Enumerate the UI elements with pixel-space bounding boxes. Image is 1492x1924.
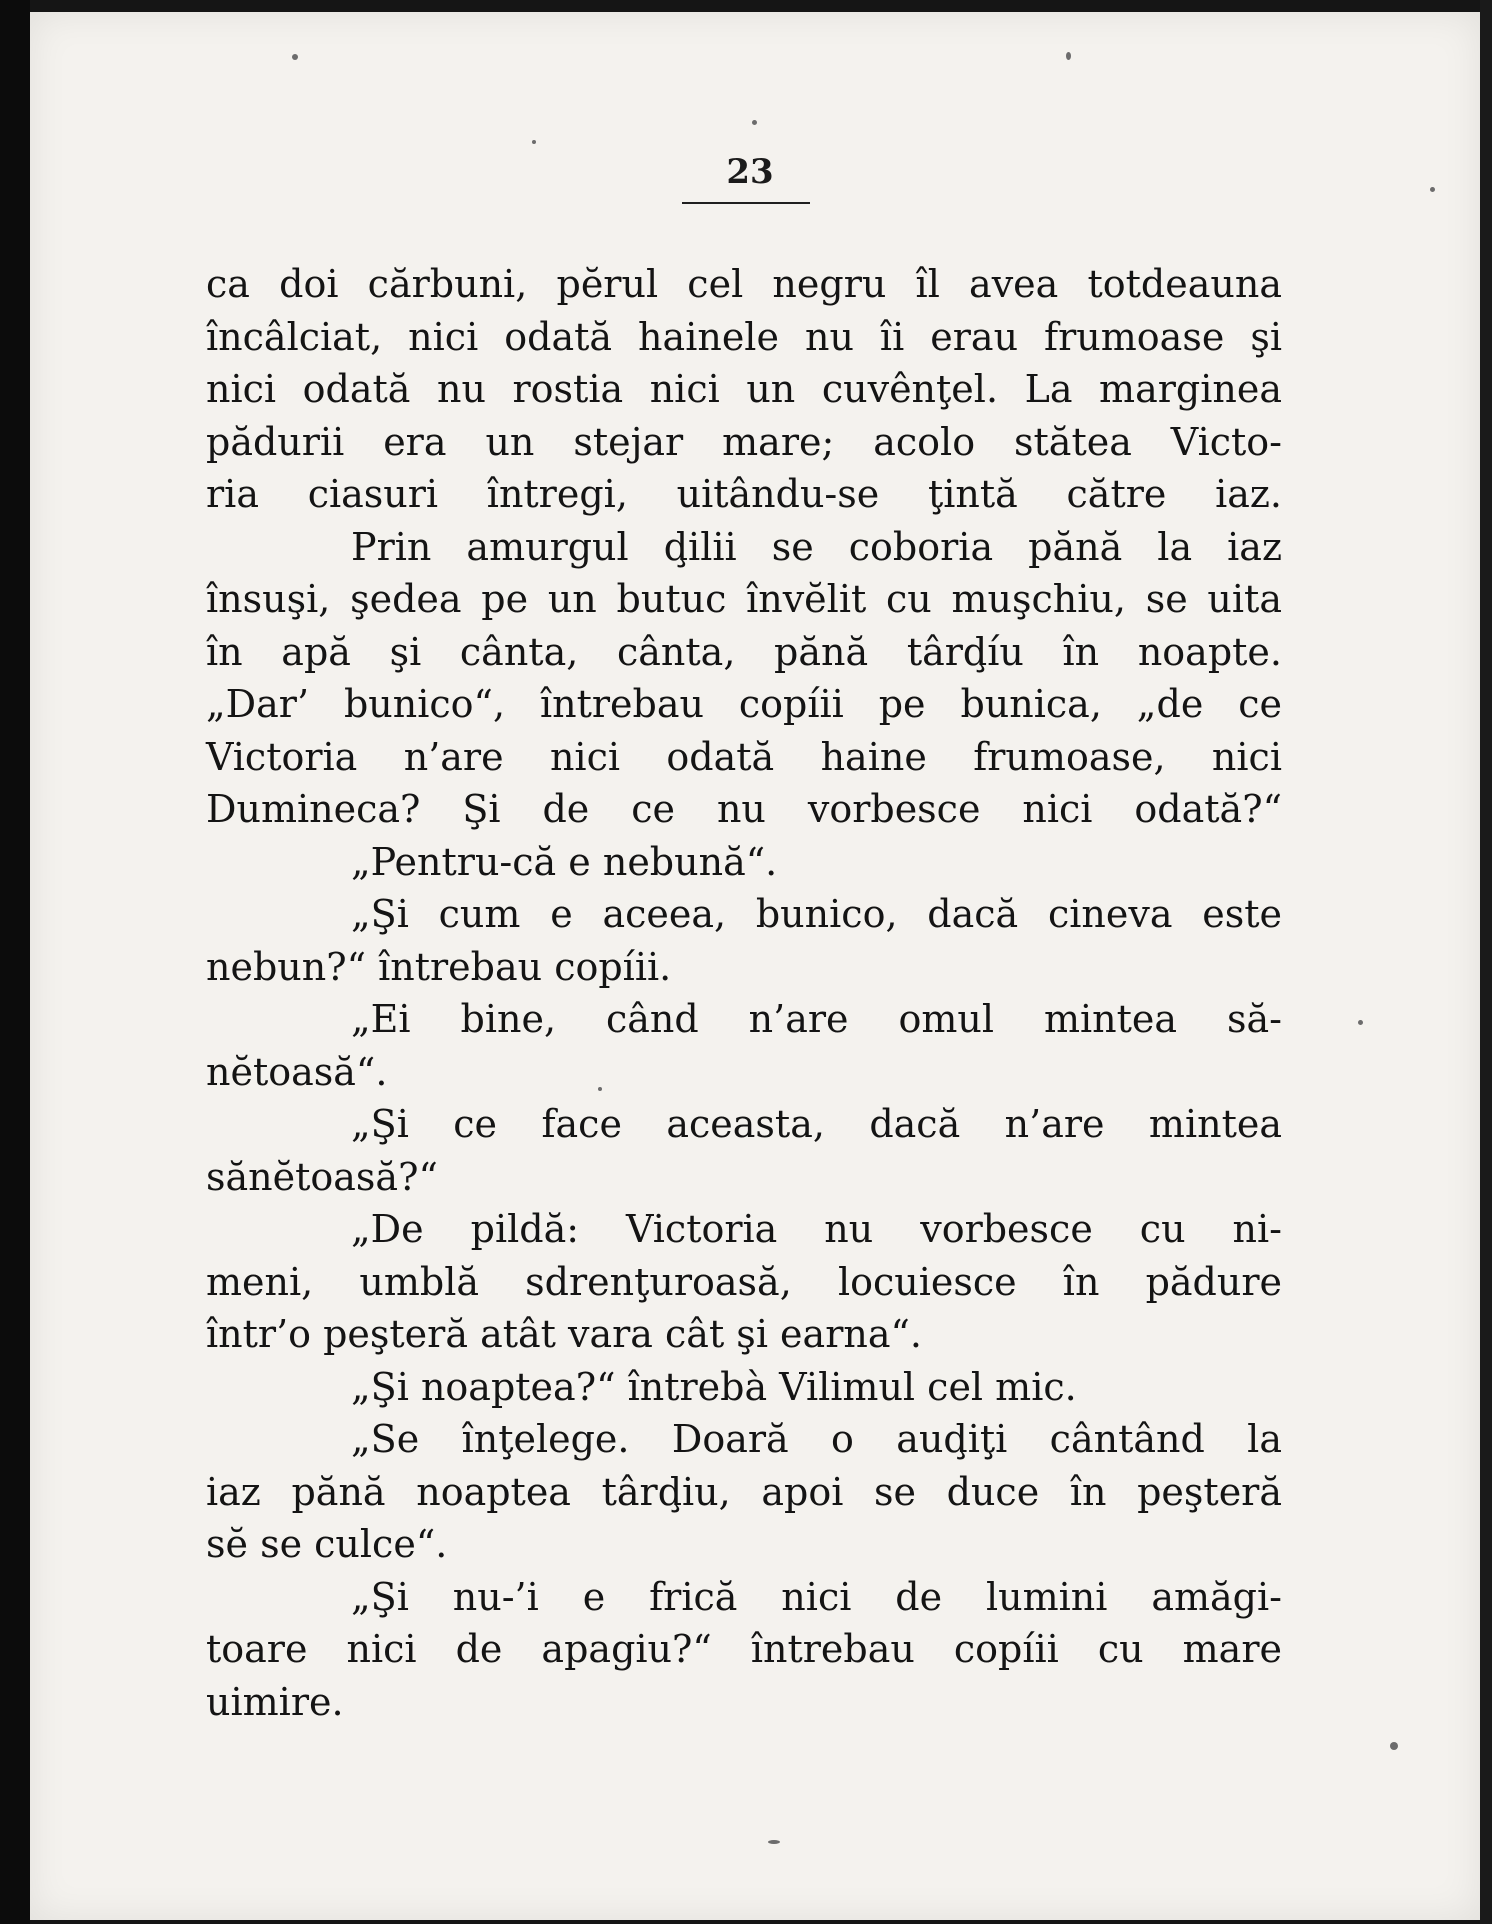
text-line: ria ciasuri întregi, uitându-se ţintă către iaz. [206, 472, 1282, 516]
page-number-rule [682, 202, 810, 204]
text-line: nĕtoasă“. [206, 1049, 388, 1094]
text-line: pădurii era un stejar mare; acolo stătea Victo- [206, 419, 1282, 464]
paper-speck [1358, 1020, 1363, 1025]
paper-speck [752, 120, 757, 125]
text-line: „Şi noaptea?“ întrebà Vilimul cel mic. [351, 1364, 1077, 1409]
scan-right-edge [1480, 0, 1492, 1924]
text-line: sănĕtoasă?“ [206, 1154, 438, 1199]
text-line: încâlciat, nici odată hainele nu îi erau frumoase şi [206, 314, 1282, 359]
text-line: sĕ se culce“. [206, 1522, 448, 1566]
text-line: „Şi nu-’i e frică nici de lumini amăgi- [351, 1574, 1282, 1619]
text-line: „Şi cum e aceea, bunico, dacă cineva este [351, 892, 1282, 936]
text-line: nici odată nu rostia nici un cuvênţel. La marginea [206, 367, 1282, 411]
text-line: „De pildă: Victoria nu vorbesce cu ni- [351, 1207, 1282, 1251]
text-line: meni, umblă sdrenţuroasă, locuiesce în pădure [206, 1259, 1282, 1304]
text-line: „Se înţelege. Doară o auḑiţi cântând la [351, 1417, 1282, 1461]
text-line: într’o peşteră atât vara cât şi earna“. [206, 1312, 922, 1356]
paper-speck [1390, 1742, 1398, 1750]
body-text [206, 258, 1282, 1728]
paper-speck [1066, 52, 1071, 60]
paper-speck [768, 1840, 780, 1844]
page-number: 23 [726, 152, 774, 192]
text-line: „Dar’ bunico“, întrebau copíii pe bunica, „de ce [206, 682, 1282, 726]
text-line: „Ei bine, când n’are omul mintea să- [351, 997, 1282, 1041]
scan-left-edge [0, 0, 30, 1924]
paper-speck [532, 140, 536, 144]
paper-speck [1430, 187, 1435, 192]
text-line: nebun?“ întrebau copíii. [206, 944, 672, 989]
text-line: toare nici de apagiu?“ întrebau copíii cu mare [206, 1627, 1282, 1671]
text-line: Prin amurgul ḑilii se coboria pănă la iaz [351, 524, 1282, 569]
text-line: „Pentru-că e nebună“. [351, 839, 778, 884]
text-line: „Şi ce face aceasta, dacă n’are mintea [351, 1102, 1282, 1146]
text-line: uimire. [206, 1679, 344, 1724]
text-line: în apă şi cânta, cânta, pănă târḑíu în noapte. [206, 629, 1282, 674]
text-line: însuşi, şedea pe un butuc învĕlit cu muşchiu, se uita [206, 577, 1282, 621]
text-line: iaz pănă noaptea târḑiu, apoi se duce în peşteră [206, 1469, 1282, 1514]
text-line: Dumineca? Şi de ce nu vorbesce nici odată?“ [206, 787, 1282, 831]
text-line: Victoria n’are nici odată haine frumoase, nici [206, 734, 1282, 779]
text-line: ca doi cărbuni, pĕrul cel negru îl avea totdeauna [206, 262, 1282, 306]
paper-speck [292, 54, 298, 60]
